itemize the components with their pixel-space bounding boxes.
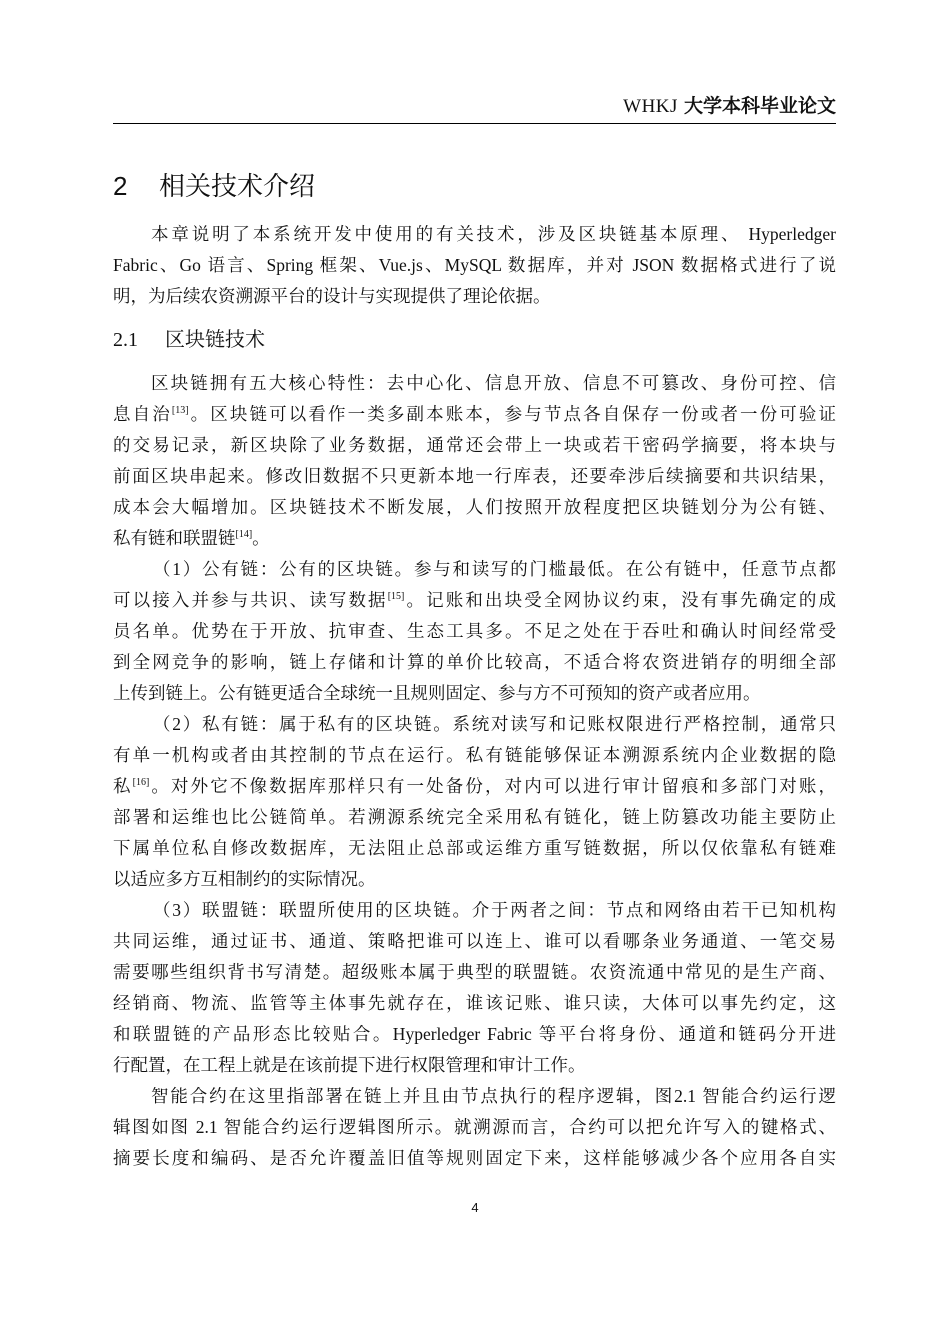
paragraph-line: 区块链拥有五大核心特性：去中心化、信息开放、信息不可篡改、身份可控、信 — [151, 373, 836, 393]
paragraph-line — [113, 771, 836, 802]
paragraph-line: 到全网竞争的影响，链上存储和计算的单价比较高，不适合将农资进销存的明细全部 — [113, 652, 836, 672]
line-text: 息自治 — [113, 404, 172, 424]
chapter-heading — [113, 168, 836, 205]
section-heading — [113, 324, 836, 355]
citation-ref[interactable]: [13] — [171, 405, 189, 416]
header-divider — [113, 123, 836, 124]
paragraph-consortium-chain — [113, 895, 836, 1081]
section-number: 2.1 — [113, 329, 138, 351]
paragraph-line: 共同运维，通过证书、通道、策略把谁可以连上、谁可以看哪条业务通道、一笔交易 — [113, 931, 836, 951]
line-text: 。区块链可以看作一类多副本账本，参与节点各自保存一份或者一份可验证 — [188, 404, 836, 424]
line-text: 私 — [113, 776, 133, 796]
page-number: 4 — [471, 1200, 479, 1215]
paragraph-line: 本章说明了本系统开发中使用的有关技术，涉及区块链基本原理、 Hyperledger — [151, 224, 836, 244]
paragraph-line: 辑图如图 2.1 智能合约运行逻辑图所示。就溯源而言，合约可以把允许写入的键格式、 — [113, 1117, 836, 1137]
line-text: 。对外它不像数据库那样只有一处备份，对内可以进行审计留痕和多部门对账， — [149, 776, 836, 796]
paragraph-smart-contract — [113, 1081, 836, 1174]
line-text: 。记账和出块受全网协议约束，没有事先确定的成 — [404, 590, 836, 610]
header-university-code: WHKJ — [623, 96, 678, 117]
citation-ref[interactable]: [16] — [132, 777, 150, 788]
chapter-title: 相关技术介绍 — [159, 172, 316, 202]
chapter-intro-paragraph — [113, 219, 836, 312]
paragraph-line: 以适应多方互相制约的实际情况。 — [113, 869, 376, 889]
paragraph-line: 员名单。优势在于开放、抗审查、生态工具多。不足之处在于吞吐和确认时间经常受 — [113, 621, 836, 641]
line-text: 。 — [252, 528, 270, 548]
paragraph-public-chain — [113, 554, 836, 709]
paragraph-line: Fabric、Go 语言、Spring 框架、Vue.js、MySQL 数据库，并对 JSON 数据格式进行了说 — [113, 255, 836, 275]
paragraph-line: 需要哪些组织背书写清楚。超级账本属于典型的联盟链。农资流通中常见的是生产商、 — [113, 962, 836, 982]
paragraph-line: （1）公有链：公有的区块链。参与和读写的门槛最低。在公有链中，任意节点都 — [153, 559, 836, 579]
paragraph-core-features — [113, 368, 836, 554]
paragraph-line: 经销商、物流、监管等主体事先就存在，谁该记账、谁只读，大体可以事先约定，这 — [113, 993, 836, 1013]
paragraph-line: 前面区块串起来。修改旧数据不只更新本地一行库表，还要牵涉后续摘要和共识结果， — [113, 466, 836, 486]
paragraph-line: 明，为后续农资溯源平台的设计与实现提供了理论依据。 — [113, 286, 551, 306]
citation-ref[interactable]: [14] — [235, 529, 253, 540]
paragraph-line: 下属单位私自修改数据库，无法阻止总部或运维方重写链数据，所以仅依靠私有链难 — [113, 838, 836, 858]
section-body — [113, 368, 836, 1174]
chapter-number: 2 — [113, 171, 128, 201]
section-title: 区块链技术 — [165, 327, 265, 351]
paragraph-line — [113, 523, 836, 554]
paragraph-line — [113, 585, 836, 616]
paragraph-line — [113, 399, 836, 430]
paragraph-line: 智能合约在这里指部署在链上并且由节点执行的程序逻辑，图2.1 智能合约运行逻 — [151, 1086, 836, 1106]
paragraph-line: 部署和运维也比公链简单。若溯源系统完全采用私有链化，链上防篡改功能主要防止 — [113, 807, 836, 827]
running-header — [113, 92, 836, 120]
paragraph-line: （2）私有链：属于私有的区块链。系统对读写和记账权限进行严格控制，通常只 — [153, 714, 836, 734]
paragraph-line: 摘要长度和编码、是否允许覆盖旧值等规则固定下来，这样能够减少各个应用各自实 — [113, 1148, 836, 1168]
line-text: 可以接入并参与共识、读写数据 — [113, 590, 388, 610]
paragraph-line: 的交易记录，新区块除了业务数据，通常还会带上一块或若干密码学摘要，将本块与 — [113, 435, 836, 455]
line-text: 私有链和联盟链 — [113, 528, 236, 548]
paragraph-line: 成本会大幅增加。区块链技术不断发展，人们按照开放程度把区块链划分为公有链、 — [113, 497, 836, 517]
paragraph-private-chain — [113, 709, 836, 895]
paragraph-line: 有单一机构或者由其控制的节点在运行。私有链能够保证本溯源系统内企业数据的隐 — [113, 745, 836, 765]
paragraph-line: （3）联盟链：联盟所使用的区块链。介于两者之间：节点和网络由若干已知机构 — [153, 900, 836, 920]
citation-ref[interactable]: [15] — [387, 591, 405, 602]
paragraph-line: 和联盟链的产品形态比较贴合。Hyperledger Fabric 等平台将身份、通道和链码分开进 — [113, 1024, 836, 1044]
paragraph-line: 上传到链上。公有链更适合全球统一且规则固定、参与方不可预知的资产或者应用。 — [113, 683, 761, 703]
paragraph-line: 行配置，在工程上就是在该前提下进行权限管理和审计工作。 — [113, 1055, 586, 1075]
header-thesis-title: 大学本科毕业论文 — [683, 95, 836, 117]
